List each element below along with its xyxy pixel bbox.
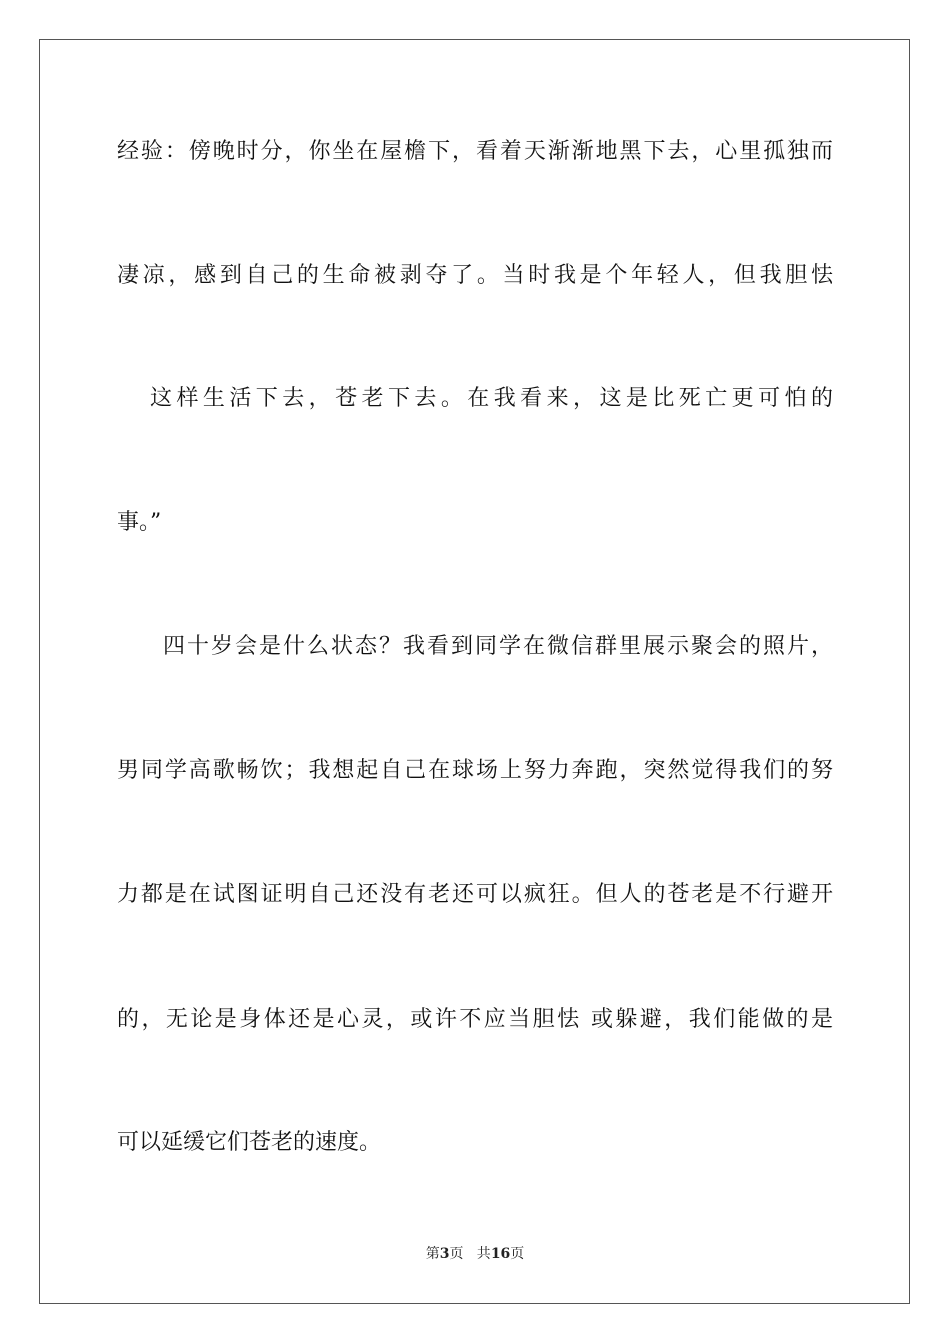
page-suffix: 页 bbox=[510, 1246, 525, 1262]
total-page-number: 16 bbox=[490, 1246, 511, 1262]
text-line: 四十岁会是什么状态？我看到同学在微信群里展示聚会的照片， bbox=[163, 634, 833, 659]
page-border bbox=[39, 39, 910, 1304]
page-prefix: 第 bbox=[425, 1246, 440, 1262]
text-line: 可以延缓它们苍老的速度。 bbox=[117, 1130, 382, 1155]
text-line: 的，无论是身体还是心灵，或许不应当胆怯 或躲避，我们能做的是 bbox=[117, 1007, 833, 1032]
text-line: 事。” bbox=[117, 510, 162, 535]
current-page-number: 3 bbox=[439, 1246, 450, 1262]
text-line: 经验：傍晚时分，你坐在屋檐下，看着天渐渐地黑下去，心里孤独而 bbox=[117, 139, 833, 164]
text-line: 力都是在试图证明自己还没有老还可以疯狂。但人的苍老是不行避开 bbox=[117, 882, 833, 907]
page-mid: 页 共 bbox=[449, 1246, 491, 1262]
text-line: 这样生活下去，苍老下去。在我看来，这是比死亡更可怕的 bbox=[150, 386, 833, 411]
text-line: 凄凉，感到自己的生命被剥夺了。当时我是个年轻人，但我胆怯 bbox=[117, 263, 833, 288]
page-footer bbox=[0, 1245, 950, 1263]
text-line: 男同学高歌畅饮；我想起自己在球场上努力奔跑，突然觉得我们的努 bbox=[117, 758, 833, 783]
